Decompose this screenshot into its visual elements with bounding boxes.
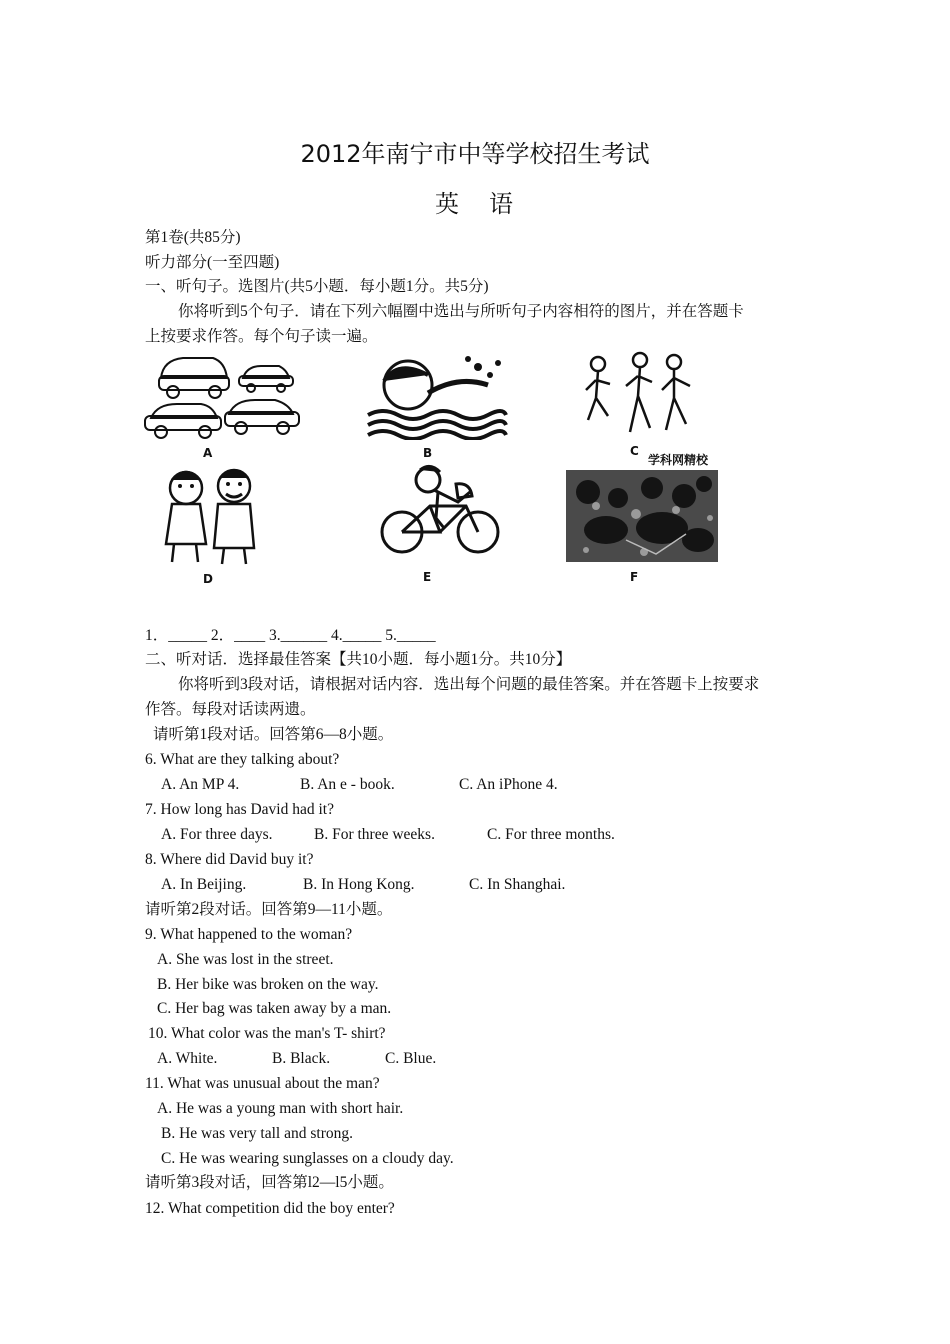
q7-option-b: B. For three weeks. — [314, 826, 435, 843]
q11-option-b: B. He was very tall and strong. — [161, 1125, 353, 1142]
volume-heading: 第1卷(共85分) — [145, 229, 241, 246]
picture-f-crowd — [566, 470, 718, 562]
question-10: 10. What color was the man's T- shirt? — [148, 1025, 386, 1042]
question-9: 9. What happened to the woman? — [145, 926, 353, 943]
section1-instruction-2: 上按要求作答。每个句子读一遍。 — [145, 328, 378, 345]
q8-option-c: C. In Shanghai. — [469, 876, 566, 893]
picture-label-c: C — [630, 444, 639, 458]
section2-instruction-1: 你将听到3段对话，请根据对话内容．选出每个问题的最佳答案。并在答题卡上按要求 — [178, 676, 760, 693]
page-title: 2012年南宁市中等学校招生考试 — [300, 140, 650, 168]
runners-icon — [582, 350, 700, 440]
picture-label-f: F — [630, 570, 639, 584]
q10-option-a: A. White. — [157, 1050, 218, 1067]
q9-option-c: C. Her bag was taken away by a man. — [157, 1000, 392, 1017]
cyclist-icon — [378, 462, 503, 560]
subject-char-2: 语 — [489, 190, 515, 218]
picture-c-runners — [582, 350, 700, 440]
swimmer-icon — [358, 345, 508, 440]
section1-instruction-1: 你将听到5个句子．请在下列六幅圈中选出与所听句子内容相符的图片，并在答题卡 — [178, 303, 744, 320]
answer-blanks: 1．_____ 2．____ 3.______ 4._____ 5._____ — [145, 627, 436, 644]
question-12: 12. What competition did the boy enter? — [145, 1200, 395, 1217]
dialog2-heading: 请听第2段对话。回答第9—11小题。 — [145, 901, 393, 918]
question-11: 11. What was unusual about the man? — [145, 1075, 380, 1092]
q10-option-c: C. Blue. — [385, 1050, 437, 1067]
picture-a-cars — [143, 348, 303, 443]
q7-option-c: C. For three months. — [487, 826, 615, 843]
crowd-photo-icon — [566, 470, 718, 562]
subject-char-1: 英 — [435, 190, 461, 218]
cars-icon — [143, 348, 303, 443]
picture-label-b: B — [423, 446, 433, 460]
watermark-text: 学科网精校 — [648, 453, 709, 467]
listening-heading: 听力部分(一至四题) — [145, 254, 280, 271]
picture-label-d: D — [203, 572, 213, 586]
q6-option-a: A. An MP 4. — [161, 776, 240, 793]
q8-option-a: A. In Beijing. — [161, 876, 247, 893]
section2-heading: 二、听对话．选择最佳答案【共10小题．每小题1分。共10分】 — [145, 651, 572, 668]
picture-d-couple — [158, 466, 263, 568]
q11-option-c: C. He was wearing sunglasses on a cloudy day. — [161, 1150, 454, 1167]
q9-option-a: A. She was lost in the street. — [157, 951, 334, 968]
dialog3-heading: 请听第3段对话，回答第l2—l5小题。 — [145, 1174, 394, 1191]
picture-label-a: A — [203, 446, 213, 460]
question-6: 6. What are they talking about? — [145, 751, 340, 768]
q8-option-b: B. In Hong Kong. — [303, 876, 415, 893]
question-7: 7. How long has David had it? — [145, 801, 334, 818]
q9-option-b: B. Her bike was broken on the way. — [157, 976, 379, 993]
dialog1-heading: 请听第1段对话。回答第6—8小题。 — [153, 726, 394, 743]
q11-option-a: A. He was a young man with short hair. — [157, 1100, 404, 1117]
q6-option-c: C. An iPhone 4. — [459, 776, 558, 793]
section1-heading: 一、听句子。选图片(共5小题．每小题1分。共5分) — [145, 278, 489, 295]
couple-icon — [158, 466, 263, 568]
picture-b-swimmer — [358, 345, 508, 440]
picture-e-cyclist — [378, 462, 503, 560]
q6-option-b: B. An e - book. — [300, 776, 395, 793]
subject-title — [0, 184, 950, 219]
picture-label-e: E — [423, 570, 432, 584]
q10-option-b: B. Black. — [272, 1050, 331, 1067]
q7-option-a: A. For three days. — [161, 826, 273, 843]
question-8: 8. Where did David buy it? — [145, 851, 314, 868]
section2-instruction-2: 作答。每段对话读两遗。 — [145, 701, 316, 718]
